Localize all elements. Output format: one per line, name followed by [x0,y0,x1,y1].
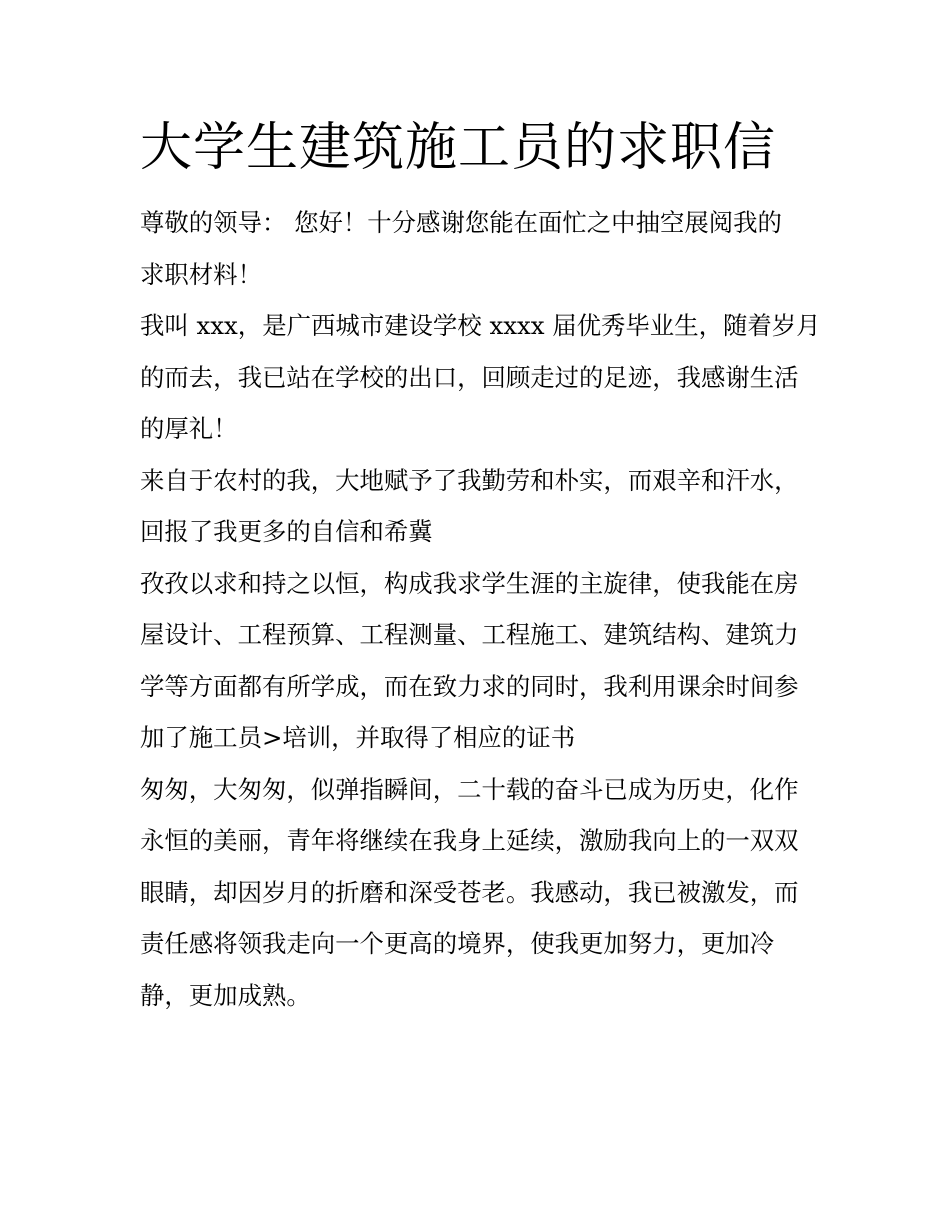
text-line: 责任感将领我走向一个更高的境界，使我更加努力，更加冷 [140,929,775,958]
paragraph-skills [140,558,812,764]
text-line: 回报了我更多的自信和希冀 [140,517,433,546]
document-title: 大学生建筑施工员的求职信 [140,118,777,178]
text-line: 来自于农村的我，大地赋予了我勤劳和朴实，而艰辛和汗水， [140,465,799,495]
text-line: 静，更加成熟。 [140,980,311,1010]
text-line: 永恒的美丽，青年将继续在我身上延续，激励我向上的一双双 [140,826,799,855]
text-line: 学等方面都有所学成，而在致力求的同时，我利用课余时间参 [140,671,799,701]
text-line: 眼睛，却因岁月的折磨和深受苍老。我感动，我已被激发，而 [140,877,799,907]
paragraph-introduction [140,300,821,455]
text-line: 匆匆，大匆匆，似弹指瞬间，二十载的奋斗已成为历史，化作 [140,774,799,804]
text-line: 加了施工员>培训，并取得了相应的证书 [140,723,576,752]
text-line: 尊敬的领导： 您好！十分感谢您能在面忙之中抽空展阅我的 [140,208,782,237]
paragraph-closing [140,764,812,1022]
text-line: 的厚礼！ [140,414,238,443]
text-line: 孜孜以求和持之以恒，构成我求学生涯的主旋律，使我能在房 [140,568,799,598]
text-line: 我叫 xxx，是广西城市建设学校 xxxx 届优秀毕业生，随着岁月 [140,311,821,340]
paragraph-greeting [140,197,812,300]
text-line: 求职材料！ [140,259,262,289]
paragraph-background [140,455,812,558]
text-line: 的而去，我已站在学校的出口，回顾走过的足迹，我感谢生活 [140,362,799,392]
document-body [140,197,821,1021]
text-line: 屋设计、工程预算、工程测量、工程施工、建筑结构、建筑力 [140,620,799,649]
